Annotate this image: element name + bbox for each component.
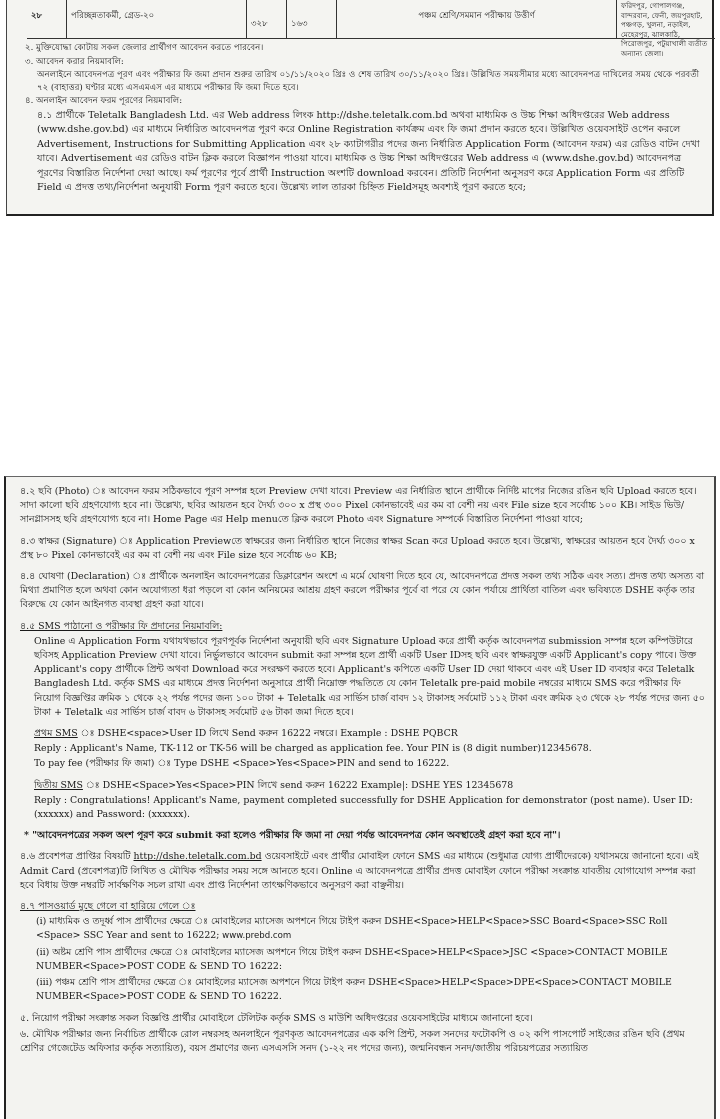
clause-4-6-admit-card: [20, 850, 706, 893]
clause-2: ২. মুক্তিযোদ্ধা কোটায় সকল জেলার প্রার্থীগণ আবেদন করতে পারবেন।: [25, 43, 264, 53]
sms-second-reply: Reply : Congratulations! Applicant's Name, payment completed successfully for DSHE Application for demonstrator (post name). User ID: (xxxxxx) and Password: (xxxxxx).: [34, 794, 693, 821]
clause-4-4-declaration: ৪.৪ ঘোষণা (Declaration) ঃ প্রার্থীকে অনলাইন আবেদনপত্রের ডিক্লারেশন অংশে এ মর্মে ঘোষণা দিতে হবে যে, আবেদনপত্রে প্রদত্ত সকল তথ্য সঠিক এবং সত্য। প্রদত্ত তথ্য অসত্য বা মিথ্যা প্রমাণিত হলে অথবা কোন অযোগ্যতা ধরা পড়লে বা কোন অনিয়মের আশ্রয় গ্রহণ করলে পরীক্ষার পূর্বে বা পরে যে কোন পর্যায়ে প্রার্থিতা বাতিল এবং ভবিষ্যতে DSHE কর্তৃক তার বিরুদ্ধে যে কোন আইনগত ব্যবস্থা গ্রহণ করা যাবে।: [20, 571, 705, 611]
sms-second-label: দ্বিতীয় SMS: [34, 779, 83, 791]
clause-4-6-rest: ওয়েবসাইটে এবং প্রার্থীর মোবাইল ফোনে SMS এর মাধ্যমে (শুধুমাত্র যোগ্য প্রার্থীদেরকে) যথাসময়ে জানানো হবে। এই Admit Card (প্রবেশপত্র)টি লিখিত ও মৌখিক পরীক্ষার সময় সঙ্গে আনতে হবে। Online এ আবেদনপত্রে প্রার্থীর প্রদত্ত মোবাইল ফোনে পরীক্ষা সংক্রান্ত যাবতীয় যোগাযোগ সম্পন্ন করা হবে বিধায় উক্ত নম্বরটি সার্বক্ষণিক সচল রাখা এবং প্রাপ্ত নির্দেশনা তাৎক্ষণিকভাবে অনুসরণ করা বাঞ্ছনীয়।: [20, 851, 699, 891]
clause-4-7-i-text: (i) মাধ্যমিক ও তদূর্ধ্ব পাস প্রার্থীদের ক্ষেত্রে ঃ মোবাইলের ম্যাসেজ অপশনে গিয়ে টাইপ করুন DSHE<Space>HELP<Space>SSC Board<Space>SSC Roll <Space> SSC Year and sent to 16222;: [36, 916, 668, 942]
clause-4-5-heading: [20, 620, 706, 634]
document-scan-top: [6, 0, 714, 216]
clause-4-7-iii: (iii) পঞ্চম শ্রেণি পাস প্রার্থীদের ক্ষেত্রে ঃ মোবাইলের ম্যাসেজ অপশনে গিয়ে টাইপ করুন DSHE<Space>HELP<Space>DPE<Space>CONTACT MOBILE NUMBER<Space>POST CODE & SEND TO 16222.: [36, 977, 672, 1003]
clause-4-7-i: [20, 915, 706, 943]
clause-3-heading: ৩. আবেদন করার নিয়মাবলি:: [25, 56, 124, 67]
clause-4-6-prefix: ৪.৬ প্রবেশপত্র প্রাপ্তির বিষয়টি: [20, 851, 134, 863]
sms-first-reply: Reply : Applicant's Name, TK-112 or TK-56 will be charged as application fee. Your PIN is (8 digit number)12345678.: [34, 743, 592, 755]
clause-4-5-body: Online এ Application Form যথাযথভাবে পূরণপূর্বক নির্দেশনা অনুযায়ী ছবি এবং Signature Upload করে প্রার্থী কর্তৃক আবেদনপত্র submission সম্পন্ন হলে কম্পিউটারে ছবিসহ Application Preview দেখা যাবে। নির্ভুলভাবে আবেদন submit করা সম্পন্ন হলে প্রার্থী একটি User IDসহ ছবি এবং স্বাক্ষরযুক্ত একটি Applicant's copy পাবে। উক্ত Applicant's copy প্রার্থীকে প্রিন্ট অথবা Download করে সংরক্ষণ করতে হবে। Applicant's কপিতে একটি User ID দেয়া থাকবে এবং এই User ID ব্যবহার করে Teletalk Bangladesh Ltd. কর্তৃক SMS এর মাধ্যমে প্রদত্ত নির্দেশনা অনুসারে প্রার্থী নিম্নোক্ত পদ্ধতিতে যে কোন Teletalk pre-paid mobile নম্বরের মাধ্যমে SMS করে পরীক্ষার ফি নিয়োগ বিজ্ঞপ্তির ক্রমিক ১ থেকে ২২ পর্যন্ত পদের জন্য ১০০ টাকা + Teletalk এর সার্ভিস চার্জ বাবদ ১২ টাকাসহ সর্বমোট ১১২ টাকা এবং ক্রমিক ২৩ থেকে ২৮ পর্যন্ত পদের জন্য ৫০ টাকা + Teletalk এর সার্ভিস চার্জ বাবদ ৬ টাকাসহ সর্বমোট ৫৬ টাকা জমা দিতে হবে।: [34, 635, 705, 718]
clause-3-body: অনলাইনে আবেদনপত্র পূরণ এবং পরীক্ষার ফি জমা প্রদান শুরুর তারিখ ০১/১১/২০২০ খ্রিঃ ও শেষ তারিখ ৩০/১১/২০২০ খ্রিঃ। উল্লিখিত সময়সীমার মধ্যে আবেদনপত্র দাখিলের সময় থেকে পরবর্তী ৭২ (বাহাত্তর) ঘণ্টার মধ্যে এসএমএস এর মাধ্যমে পরীক্ষার ফি জমা দিতে হবে।: [37, 70, 700, 93]
watermark-text: www.prebd.com: [219, 931, 292, 942]
clause-4-3-signature: ৪.৩ স্বাক্ষর (Signature) ঃ Application Previewতে স্বাক্ষরের জন্য নির্ধারিত স্থানে নিজের স্বাক্ষর Scan করে Upload করতে হবে। উল্লেখ্য, স্বাক্ষরের আয়তন হবে দৈর্ঘ্য ৩০০ x প্রস্থ ৮০ Pixel কোনভাবেই এর কম বা বেশী নয় এবং File size হবে সর্বোচ্চ ৬০ KB;: [20, 535, 695, 561]
row-sub-count: ১৬৩: [287, 0, 337, 38]
sms-second-text: ঃ DSHE<Space>Yes<Space>PIN লিখে send করুন 16222 Example|: DSHE YES 12345678: [82, 779, 514, 791]
row-qualification: পঞ্চম শ্রেণি/সমমান পরীক্ষায় উত্তীর্ণ: [337, 0, 617, 38]
clause-4-1: ৪.১ প্রার্থীকে Teletalk Bangladesh Ltd. এর Web address লিংক http://dshe.teletalk.com.bd অথবা মাধ্যমিক ও উচ্চ শিক্ষা অধিদপ্তরের Web address (www.dshe.gov.bd) এর মাধ্যমে নির্ধারিত আবেদনপত্র পূরণ করে Online Registration কার্যক্রম এবং ফি জমা প্রদান করতে হবে। উল্লিখিত ওয়েবসাইট ওপেন করলে Advertisement, Instructions for Submitting Application এবং ২৮ ক্যাটাগরীর পদের জন্য নির্ধারিত Application Form (আবেদন ফরম) এর রেডিও বাটন দেখা যাবে। Advertisement এর রেডিও বাটন ক্লিক করলে বিজ্ঞাপন পাওয়া যাবে। মাধ্যমিক ও উচ্চ শিক্ষা অধিদপ্তরের Web address এ (www.dshe.gov.bd) আবেদনপত্র পূরণের বিস্তারিত নির্দেশনা দেয়া আছে। ফর্ম পূরণের পূর্বে প্রার্থী Instruction অংশটি download করবেন। প্রতিটি নির্দেশনা অনুসরণ করে Application Form এর প্রতিটি Field এ প্রদত্ত তথ্য/নির্দেশনা অনুযায়ী Form পূরণ করতে হবে। উল্লেখ্য লাল তারকা চিহ্নিত Fieldসমূহ অবশ্যই পূরণ করতে হবে;: [37, 109, 700, 193]
clause-5: ৫. নিয়োগ পরীক্ষা সংক্রান্ত সকল বিজ্ঞপ্তি প্রার্থীর মোবাইলে টেলিটক কর্তৃক SMS ও মাউশি অধিদপ্তরের ওয়েবসাইটের মাধ্যমে জানানো হবে।: [20, 1012, 533, 1024]
sms-first-line: [20, 727, 706, 741]
fee-warning-note: * "আবেদনপত্রের সকল অংশ পূরণ করে submit করা হলেও পরীক্ষার ফি জমা না দেয়া পর্যন্ত আবেদনপত্র কোন অবস্থাতেই গ্রহণ করা হবে না"।: [24, 830, 561, 842]
teletalk-link[interactable]: http://dshe.teletalk.com.bd: [133, 851, 262, 863]
document-scan-bottom: [4, 476, 716, 1119]
clause-4-heading: ৪. অনলাইন আবেদন ফরম পূরণের নিয়মাবলি:: [25, 96, 183, 107]
clause-4-5-heading-text: ৪.৫ SMS পাঠানো ও পরীক্ষার ফি প্রদানের নিয়মাবলি:: [20, 620, 223, 632]
sms-first-label: প্রথম SMS: [34, 728, 78, 740]
row-count: ৩২৮: [247, 0, 287, 38]
sms-first-text: ঃ DSHE<space>User ID লিখে Send করুন 16222 নম্বরে। Example : DSHE PQBCR: [77, 728, 458, 740]
clause-4-7-heading: [20, 900, 706, 914]
clause-4-2-photo: ৪.২ ছবি (Photo) ঃ আবেদন ফরম সঠিকভাবে পূরণ সম্পন্ন হলে Preview দেখা যাবে। Preview এর নির্ধারিত স্থানে প্রার্থীকে নির্দিষ্ট মাপের নিজের রঙিন ছবি Upload করতে হবে। সাদা কালো ছবি গ্রহণযোগ্য হবে না। উল্লেখ্য, ছবির আয়তন হবে দৈর্ঘ্য ৩০০ x প্রস্থ ৩০০ Pixel কোনভাবেই এর কম বা বেশী নয় এবং File size হবে সর্বোচ্চ ১০০ KB। সাইড ভিউ/সানগ্লাসসহ ছবি গ্রহণযোগ্য হবে না। Home Page এর Help menuতে ক্লিক করলে Photo এবং Signature সম্পর্কে বিস্তারিত নির্দেশনা পাওয়া যাবে;: [20, 486, 697, 526]
bottom-body-text: [20, 485, 706, 1063]
row-post-name: পরিচ্ছন্নতাকর্মী, গ্রেড-২০: [67, 0, 247, 38]
sms-second-line: [20, 779, 706, 793]
clause-4-7-heading-text: ৪.৭ পাসওয়ার্ড মুছে গেলে বা হারিয়ে গেলে ঃ: [20, 901, 196, 913]
clause-4-7-ii: (ii) অষ্টম শ্রেণি পাস প্রার্থীদের ক্ষেত্রে ঃ মোবাইলের ম্যাসেজ অপশনে গিয়ে টাইপ করুন DSHE<Space>HELP<Space>JSC <Space>CONTACT MOBILE NUMBER<Space>POST CODE & SEND TO 16222:: [36, 946, 668, 972]
row-serial: ২৮: [27, 0, 67, 38]
fee-instruction: To pay fee (পরীক্ষার ফি জমা) ঃ Type DSHE <Space>Yes<Space>PIN and send to 16222.: [34, 758, 450, 770]
row-districts: ফরিদপুর, গোপালগঞ্জ, বান্দরবান, ফেনী, জয়পুরহাট, পঞ্চগড়, খুলনা, নড়াইল, মেহেরপুর, ঝালকাঠি, পিরোজপুর, পটুয়াখালী ব্যতীত অন্যান্য জেলা।: [621, 1, 708, 58]
clause-6: ৬. মৌখিক পরীক্ষার জন্য নির্বাচিত প্রার্থীকে রোল নম্বরসহ অনলাইনে পূরণকৃত আবেদনপত্রের এক কপি প্রিন্ট, সকল সনদের ফটোকপি ও ০২ কপি পাসপোর্ট সাইজের রঙিন ছবি (প্রথম শ্রেণির গেজেটেড অফিসার কর্তৃক সত্যায়িত), বয়স প্রমাণের জন্য এসএসসি সনদ (১-২২ নং পদের জন্য), জন্মনিবন্ধন সনদ/জাতীয় পরিচয়পত্রের সত্যায়িত: [20, 1028, 685, 1054]
top-body-text: [25, 42, 709, 196]
